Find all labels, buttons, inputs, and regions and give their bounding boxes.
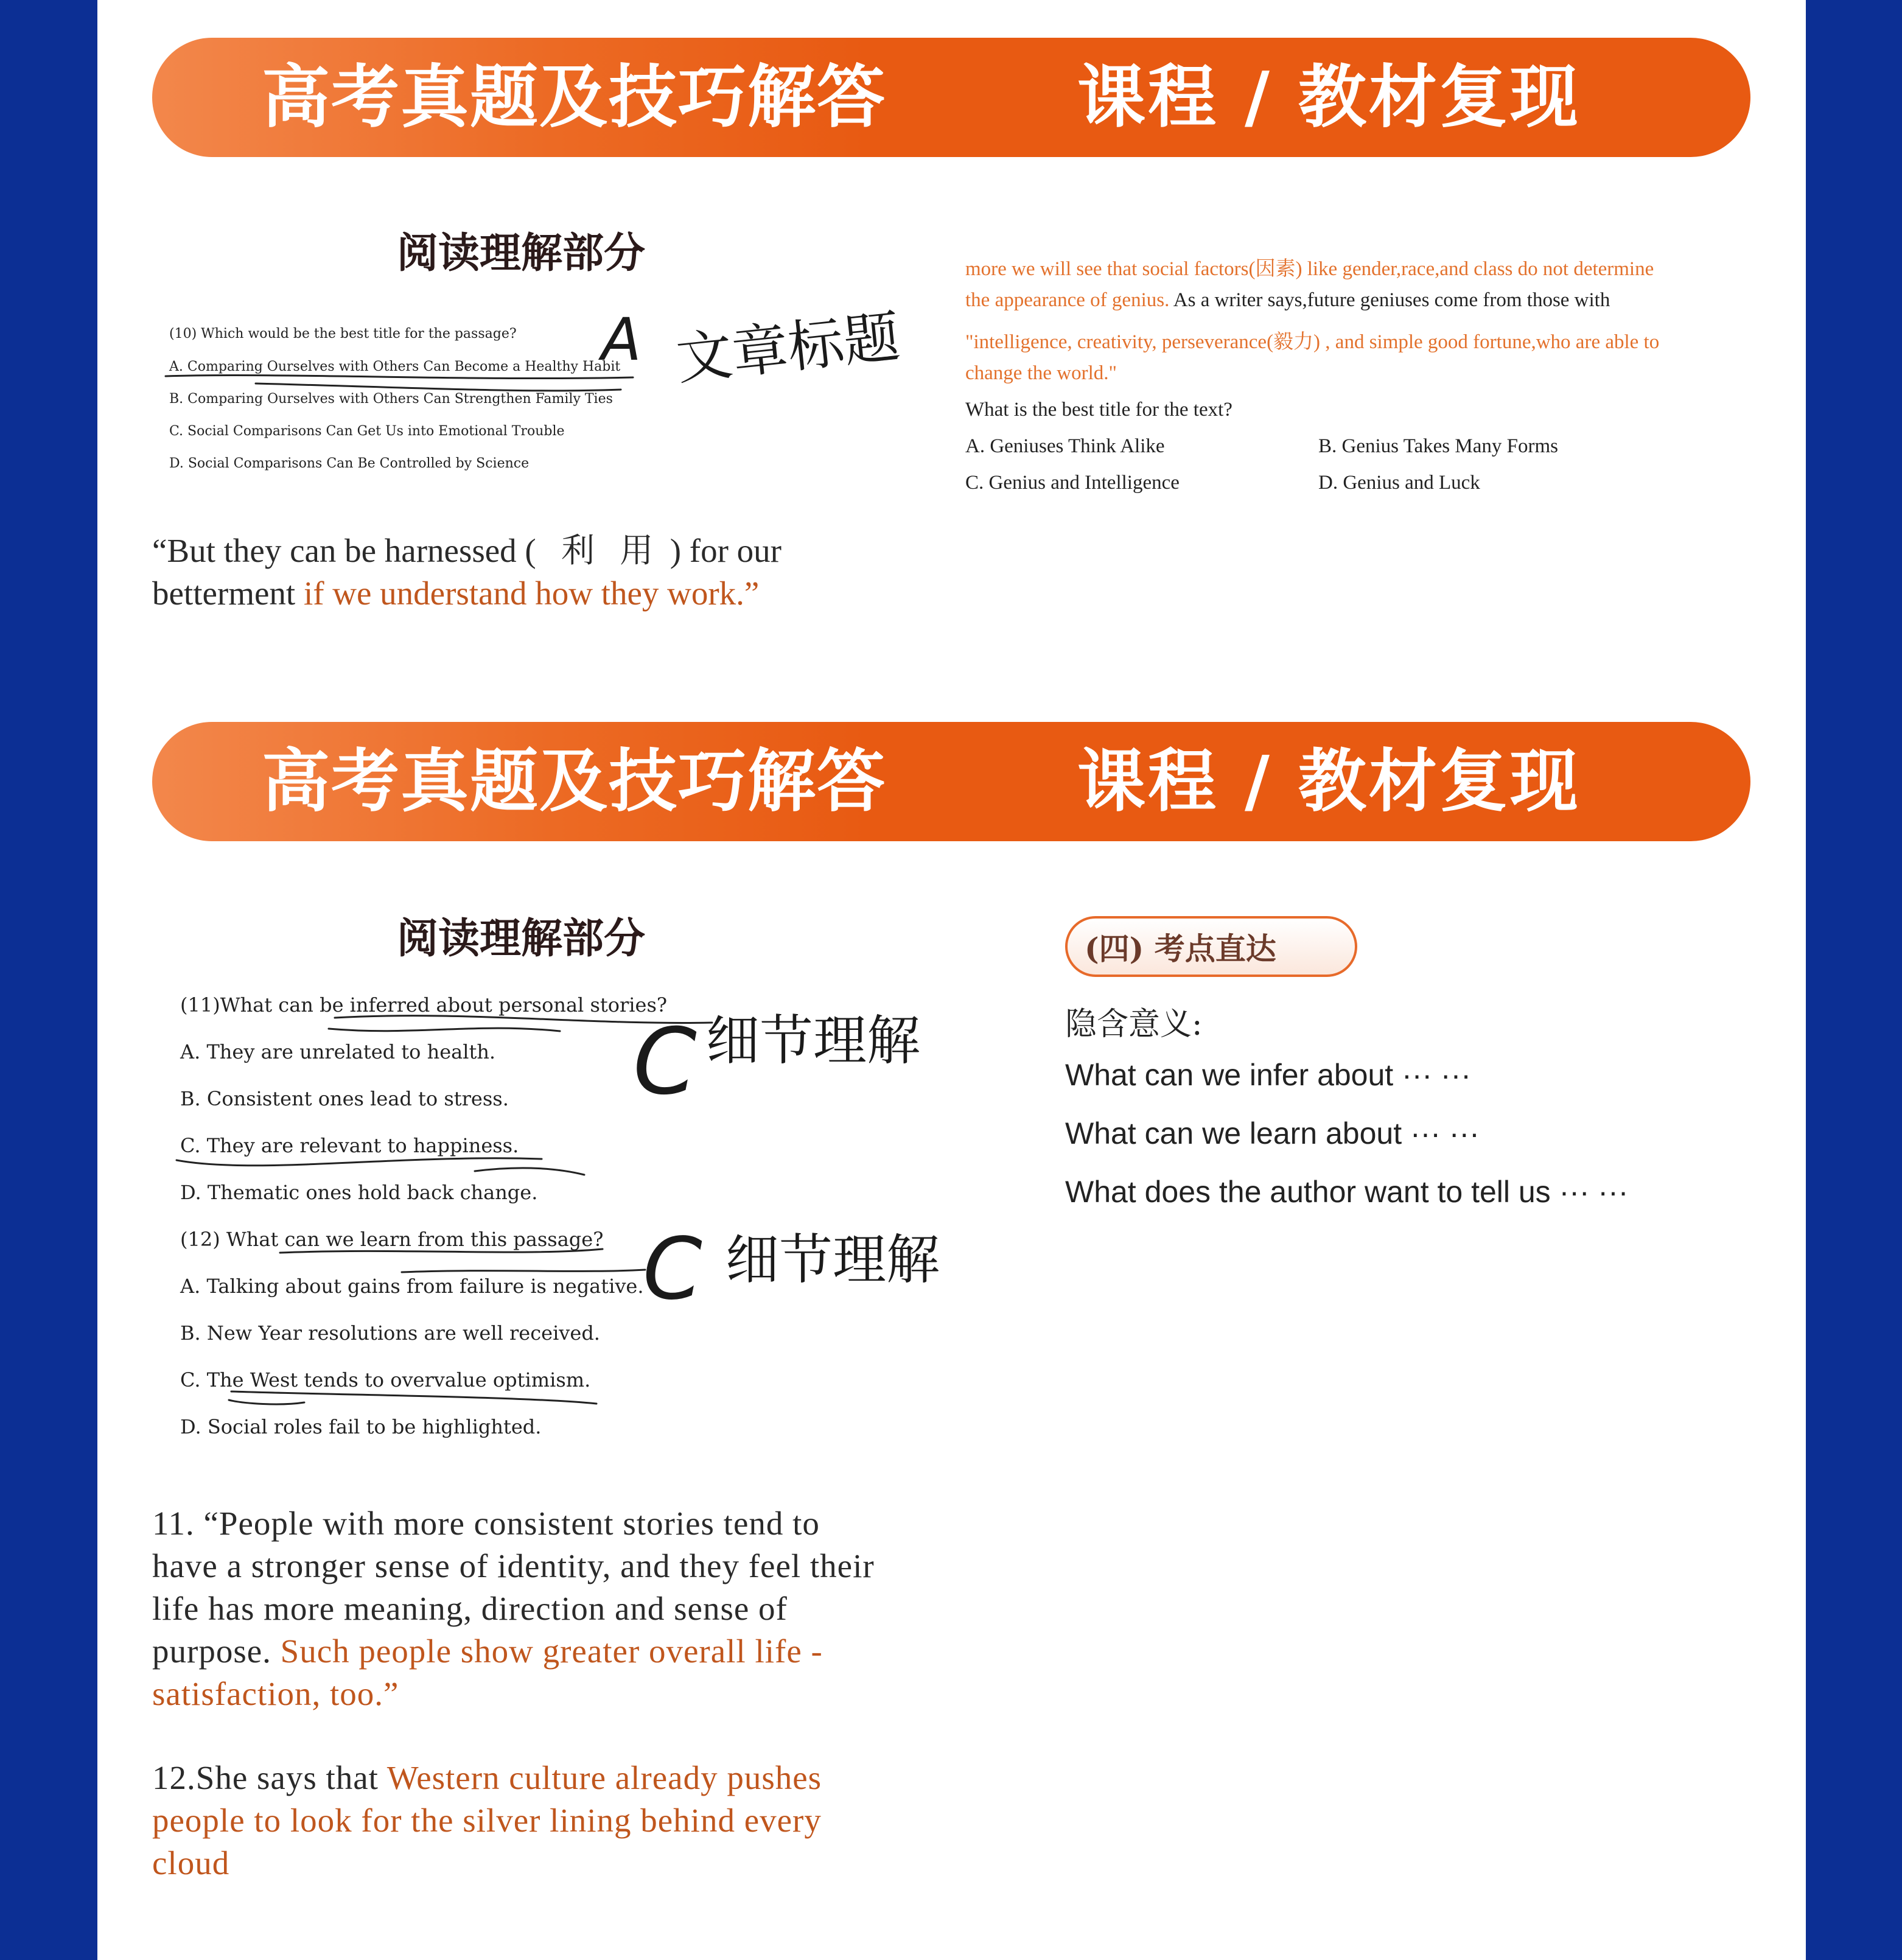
underline-q11-c <box>177 1158 542 1166</box>
underline-q11 <box>335 1016 712 1023</box>
q11-option-c: C. They are relevant to happiness. <box>180 1134 519 1157</box>
quote-11-plain: 11. “People with more consistent stories tend to have a stronger sense of identity, and they feel their life has more meaning, direction and sense of purpose. <box>152 1505 875 1670</box>
underline-q11-c-2 <box>475 1168 584 1175</box>
page-panel <box>97 0 1806 1960</box>
underline-q12-c-2 <box>229 1400 304 1404</box>
passage-option-b: B. Genius Takes Many Forms <box>1318 435 1558 457</box>
underline-option-a <box>166 375 633 378</box>
passage-text-highlight: more we will see that social factors(因素) like gender,race,and class do not determine <box>965 258 1654 280</box>
underline-q12-c <box>231 1391 596 1404</box>
q12-option-a: A. Talking about gains from failure is negative. <box>180 1275 644 1298</box>
handwritten-answer: A <box>601 306 642 374</box>
quote-plain: “But they can be harnessed ( 利 用 ) for our betterment <box>152 532 781 612</box>
kaodian-item: What does the author want to tell us ··· ··· <box>1065 1175 1629 1209</box>
passage-text: As a writer says,future geniuses come from those with <box>1169 289 1610 311</box>
question-12: (12) What can we learn from this passage? <box>180 1228 604 1251</box>
passage-option-d: D. Genius and Luck <box>1318 472 1480 494</box>
question-11: (11)What can be inferred about personal stories? <box>180 993 668 1017</box>
handwritten-note: 文章标题 <box>673 304 903 393</box>
banner-right-text: 课程 / 教材复现 <box>1077 58 1581 137</box>
kaodian-heading: 隐含意义: <box>1065 1006 1203 1043</box>
kaodian-badge-label: (四) 考点直达 <box>1085 931 1276 967</box>
q12-option-d: D. Social roles fail to be highlighted. <box>180 1415 542 1438</box>
option-c: C. Social Comparisons Can Get Us into Emotional Trouble <box>169 424 565 439</box>
q12-option-c: C. The West tends to overvalue optimism. <box>180 1368 591 1391</box>
option-d: D. Social Comparisons Can Be Controlled by Science <box>169 456 530 471</box>
underline-q12 <box>280 1249 603 1253</box>
section-title: 阅读理解部分 <box>397 229 646 278</box>
option-a: A. Comparing Ourselves with Others Can Become a Healthy Habit <box>169 359 621 374</box>
underline-q12-a <box>402 1270 645 1272</box>
banner-right-text: 课程 / 教材复现 <box>1077 742 1581 821</box>
quote-11-highlight: Such people show greater overall life - satisfaction, too.” <box>152 1633 823 1712</box>
quote-highlight: if we understand how they work.” <box>303 575 760 612</box>
passage-text-highlight: "intelligence, creativity, perseverance(毅力) , and simple good fortune,who are able to <box>965 331 1660 353</box>
option-b: B. Comparing Ourselves with Others Can Strengthen Family Ties <box>169 391 613 407</box>
underline-option-a-2 <box>256 383 621 391</box>
handwritten-answer-12: C <box>643 1220 702 1319</box>
banner-left-text: 高考真题及技巧解答 <box>262 742 886 821</box>
passage-text-highlight: change the world." <box>965 362 1117 384</box>
passage-text-highlight: the appearance of genius. <box>965 289 1170 311</box>
q11-option-a: A. They are unrelated to health. <box>180 1040 496 1063</box>
passage-option-a: A. Geniuses Think Alike <box>965 435 1165 457</box>
handwritten-note-11: 细节理解 <box>706 1009 921 1072</box>
q11-option-b: B. Consistent ones lead to stress. <box>180 1087 509 1110</box>
kaodian-item: What can we learn about ··· ··· <box>1065 1116 1480 1150</box>
section-title: 阅读理解部分 <box>397 915 646 963</box>
quote-12-plain: 12.She says that <box>152 1759 387 1796</box>
underline-q11-2 <box>329 1028 560 1031</box>
passage-question: What is the best title for the text? <box>965 399 1232 421</box>
kaodian-item: What can we infer about ··· ··· <box>1065 1058 1471 1092</box>
handwritten-underlines <box>97 0 1806 1960</box>
handwritten-answer-11: C <box>633 1009 697 1115</box>
passage-option-c: C. Genius and Intelligence <box>965 472 1180 494</box>
q11-option-d: D. Thematic ones hold back change. <box>180 1181 538 1204</box>
banner-left-text: 高考真题及技巧解答 <box>262 58 886 137</box>
question-text: (10) Which would be the best title for the passage? <box>169 326 517 341</box>
handwritten-note-12: 细节理解 <box>725 1228 940 1291</box>
q12-option-b: B. New Year resolutions are well received. <box>180 1321 600 1345</box>
quote-12-highlight: Western culture already pushes people to look for the silver lining behind every cloud <box>152 1759 822 1881</box>
